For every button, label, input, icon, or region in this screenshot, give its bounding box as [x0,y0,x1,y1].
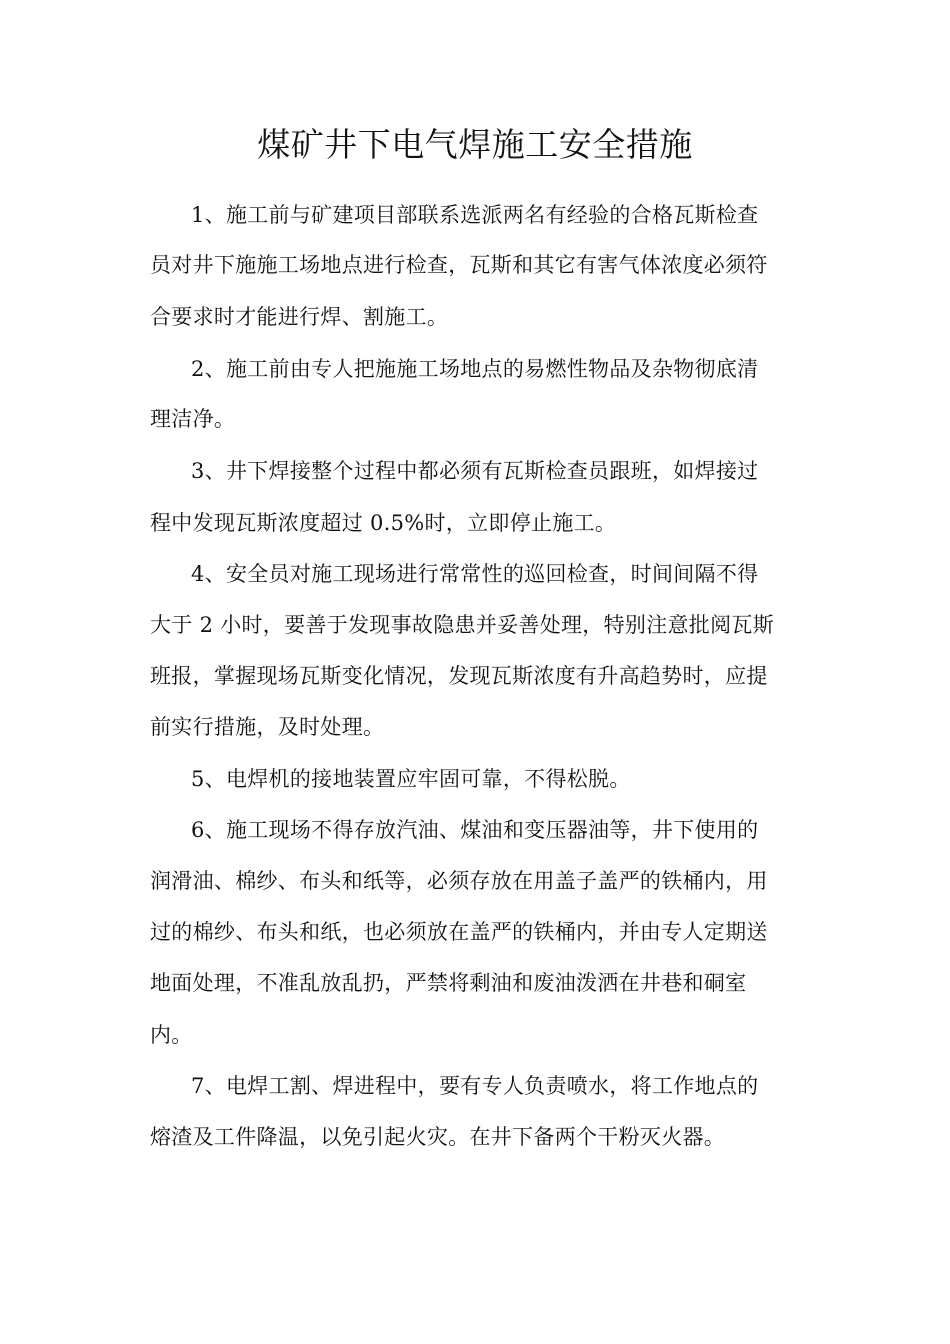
paragraph-2-line-1: 2、施工前由专人把施施工场地点的易燃性物品及杂物彻底清 [191,357,759,381]
paragraph-3-line-2: 程中发现瓦斯浓度超过 0.5%时，立即停止施工。 [150,511,617,535]
paragraph-6-line-3: 过的棉纱、布头和纸，也必须放在盖严的铁桶内，并由专人定期送 [150,920,768,944]
paragraph-2-line-2: 理洁净。 [150,407,236,431]
paragraph-1-line-3: 合要求时才能进行焊、割施工。 [150,305,449,329]
paragraph-6-line-5: 内。 [150,1023,193,1047]
paragraph-7-line-2: 熔渣及工件降温，以免引起火灾。在井下备两个干粉灭火器。 [150,1125,726,1149]
paragraph-4-line-4: 前实行措施，及时处理。 [150,715,385,739]
paragraph-4-line-3: 班报，掌握现场瓦斯变化情况，发现瓦斯浓度有升高趋势时，应提 [150,664,768,688]
paragraph-5-line-1: 5、电焊机的接地装置应牢固可靠，不得松脱。 [191,767,631,791]
paragraph-6-line-1: 6、施工现场不得存放汽油、煤油和变压器油等，井下使用的 [191,818,759,842]
paragraph-6-line-2: 润滑油、棉纱、布头和纸等，必须存放在用盖子盖严的铁桶内，用 [150,869,768,893]
paragraph-6-line-4: 地面处理，不准乱放乱扔，严禁将剩油和废油泼洒在井巷和硐室 [150,971,747,995]
paragraph-7-line-1: 7、电焊工割、焊进程中，要有专人负责喷水，将工作地点的 [191,1074,759,1098]
paragraph-3-line-1: 3、井下焊接整个过程中都必须有瓦斯检查员跟班，如焊接过 [191,459,759,483]
paragraph-1-line-2: 员对井下施施工场地点进行检查，瓦斯和其它有害气体浓度必须符 [150,253,768,277]
document-title: 煤矿井下电气焊施工安全措施 [257,125,693,164]
paragraph-4-line-2: 大于 2 小时，要善于发现事故隐患并妥善处理，特别注意批阅瓦斯 [150,613,775,637]
paragraph-1-line-1: 1、施工前与矿建项目部联系选派两名有经验的合格瓦斯检查 [191,203,759,227]
paragraph-4-line-1: 4、安全员对施工现场进行常常性的巡回检查，时间间隔不得 [191,562,759,586]
